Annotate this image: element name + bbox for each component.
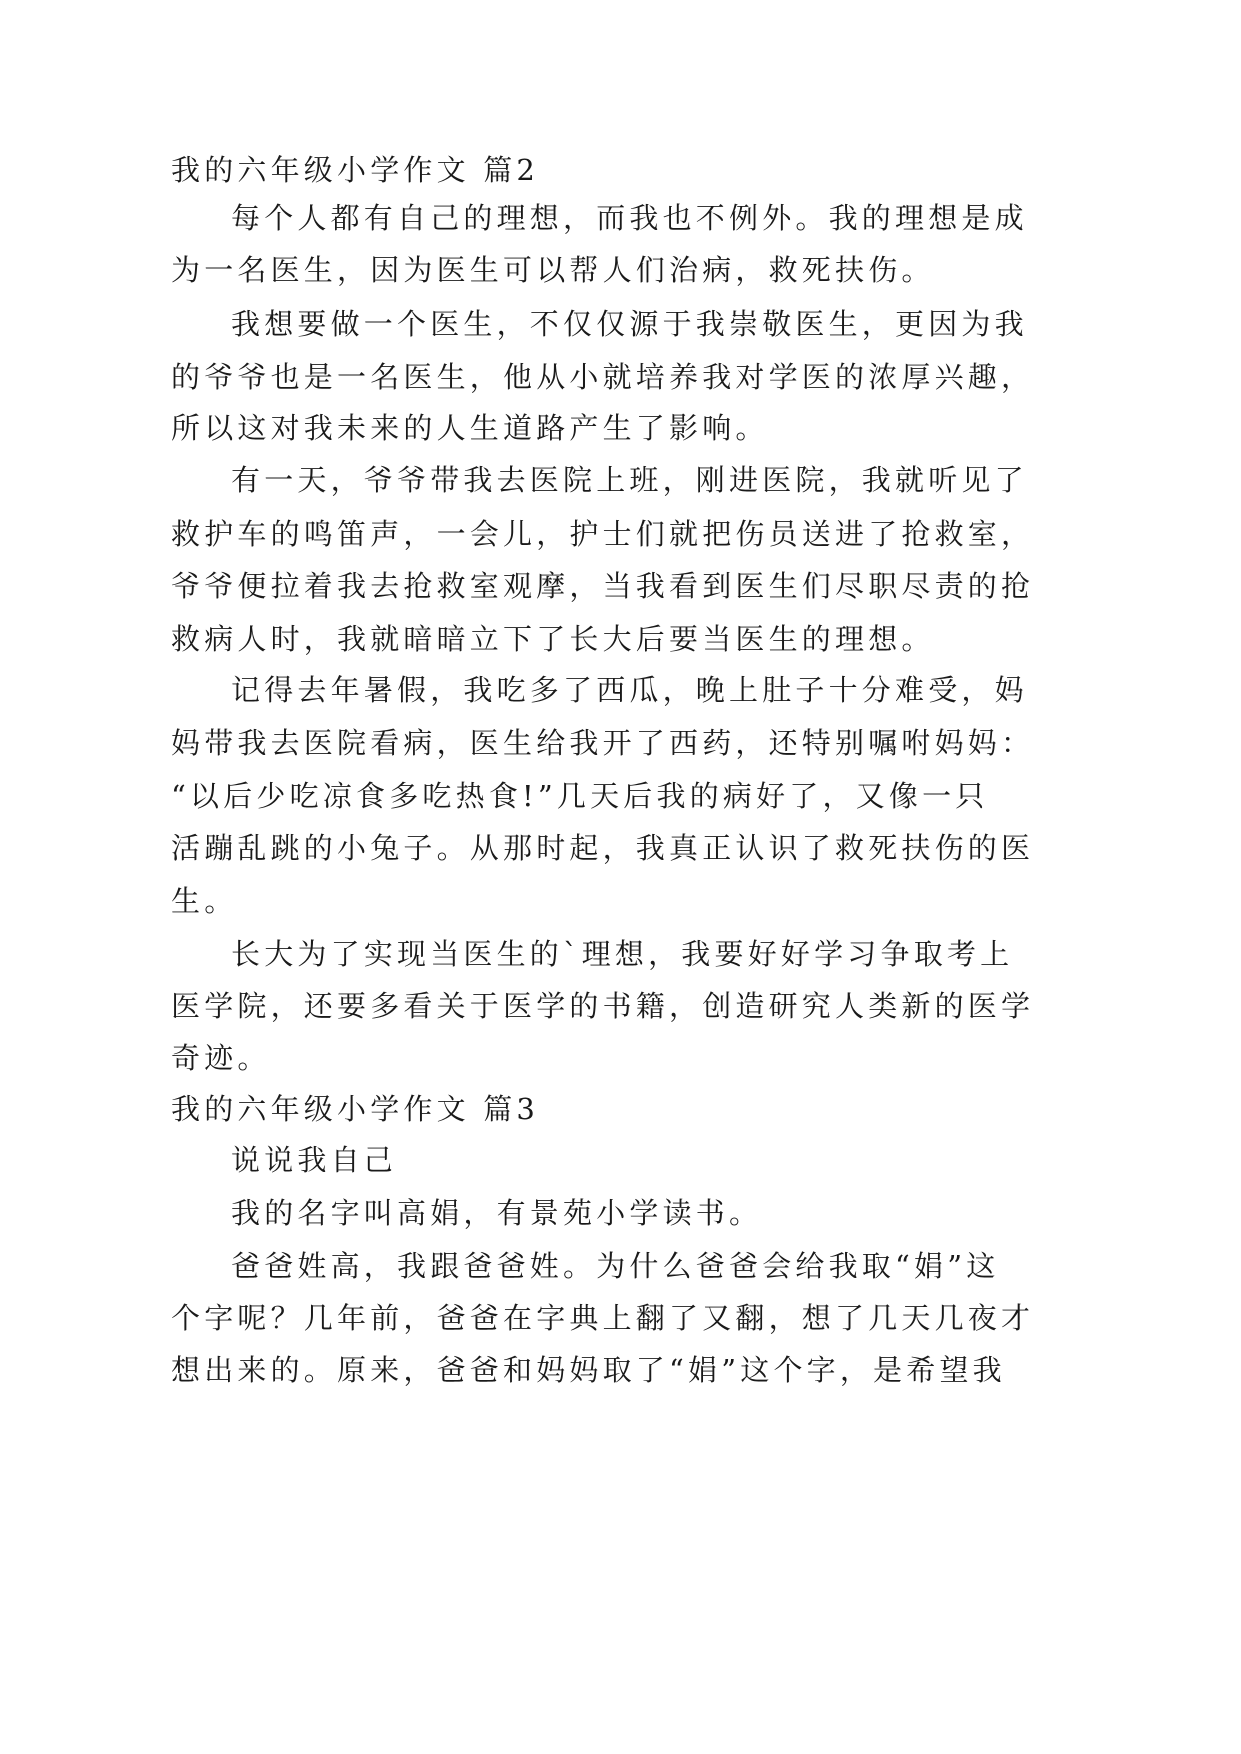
essay-heading-2: 我的六年级小学作文 篇2 bbox=[171, 153, 540, 187]
paragraph-line: 医学院，还要多看关于医学的书籍，创造研究人类新的医学 bbox=[171, 989, 1035, 1023]
paragraph-line: 妈带我去医院看病，医生给我开了西药，还特别嘱咐妈妈： bbox=[171, 726, 1035, 760]
paragraph-line: 活蹦乱跳的小兔子。从那时起，我真正认识了救死扶伤的医 bbox=[171, 831, 1035, 865]
paragraph-line: 生。 bbox=[171, 884, 238, 918]
paragraph-line: 爸爸姓高，我跟爸爸姓。为什么爸爸会给我取“娟”这 bbox=[231, 1249, 1000, 1283]
paragraph-line: 为一名医生，因为医生可以帮人们治病，救死扶伤。 bbox=[171, 253, 935, 287]
paragraph-line: 救病人时，我就暗暗立下了长大后要当医生的理想。 bbox=[171, 622, 935, 656]
paragraph-line: 救护车的鸣笛声，一会儿，护士们就把伤员送进了抢救室， bbox=[171, 517, 1035, 551]
paragraph-line: 记得去年暑假，我吃多了西瓜，晚上肚子十分难受，妈 bbox=[231, 673, 1028, 707]
essay-heading-3: 我的六年级小学作文 篇3 bbox=[171, 1092, 540, 1126]
paragraph-line: 奇迹。 bbox=[171, 1041, 271, 1075]
paragraph-line: 个字呢？几年前，爸爸在字典上翻了又翻，想了几天几夜才 bbox=[171, 1301, 1035, 1335]
paragraph-line: 我想要做一个医生，不仅仅源于我崇敬医生，更因为我 bbox=[231, 307, 1028, 341]
paragraph-line: 每个人都有自己的理想，而我也不例外。我的理想是成 bbox=[231, 201, 1028, 235]
paragraph-line: “以后少吃凉食多吃热食!”几天后我的病好了，又像一只 bbox=[171, 779, 989, 813]
paragraph-line: 我的名字叫高娟，有景苑小学读书。 bbox=[231, 1196, 763, 1230]
paragraph-line: 的爷爷也是一名医生，他从小就培养我对学医的浓厚兴趣， bbox=[171, 360, 1035, 394]
essay-subtitle: 说说我自己 bbox=[231, 1143, 398, 1177]
paragraph-line: 想出来的。原来，爸爸和妈妈取了“娟”这个字，是希望我 bbox=[171, 1353, 1006, 1387]
paragraph-line: 所以这对我未来的人生道路产生了影响。 bbox=[171, 411, 769, 445]
paragraph-line: 爷爷便拉着我去抢救室观摩，当我看到医生们尽职尽责的抢 bbox=[171, 569, 1035, 603]
paragraph-line: 有一天，爷爷带我去医院上班，刚进医院，我就听见了 bbox=[231, 463, 1028, 497]
paragraph-line: 长大为了实现当医生的`理想，我要好好学习争取考上 bbox=[231, 937, 1014, 971]
